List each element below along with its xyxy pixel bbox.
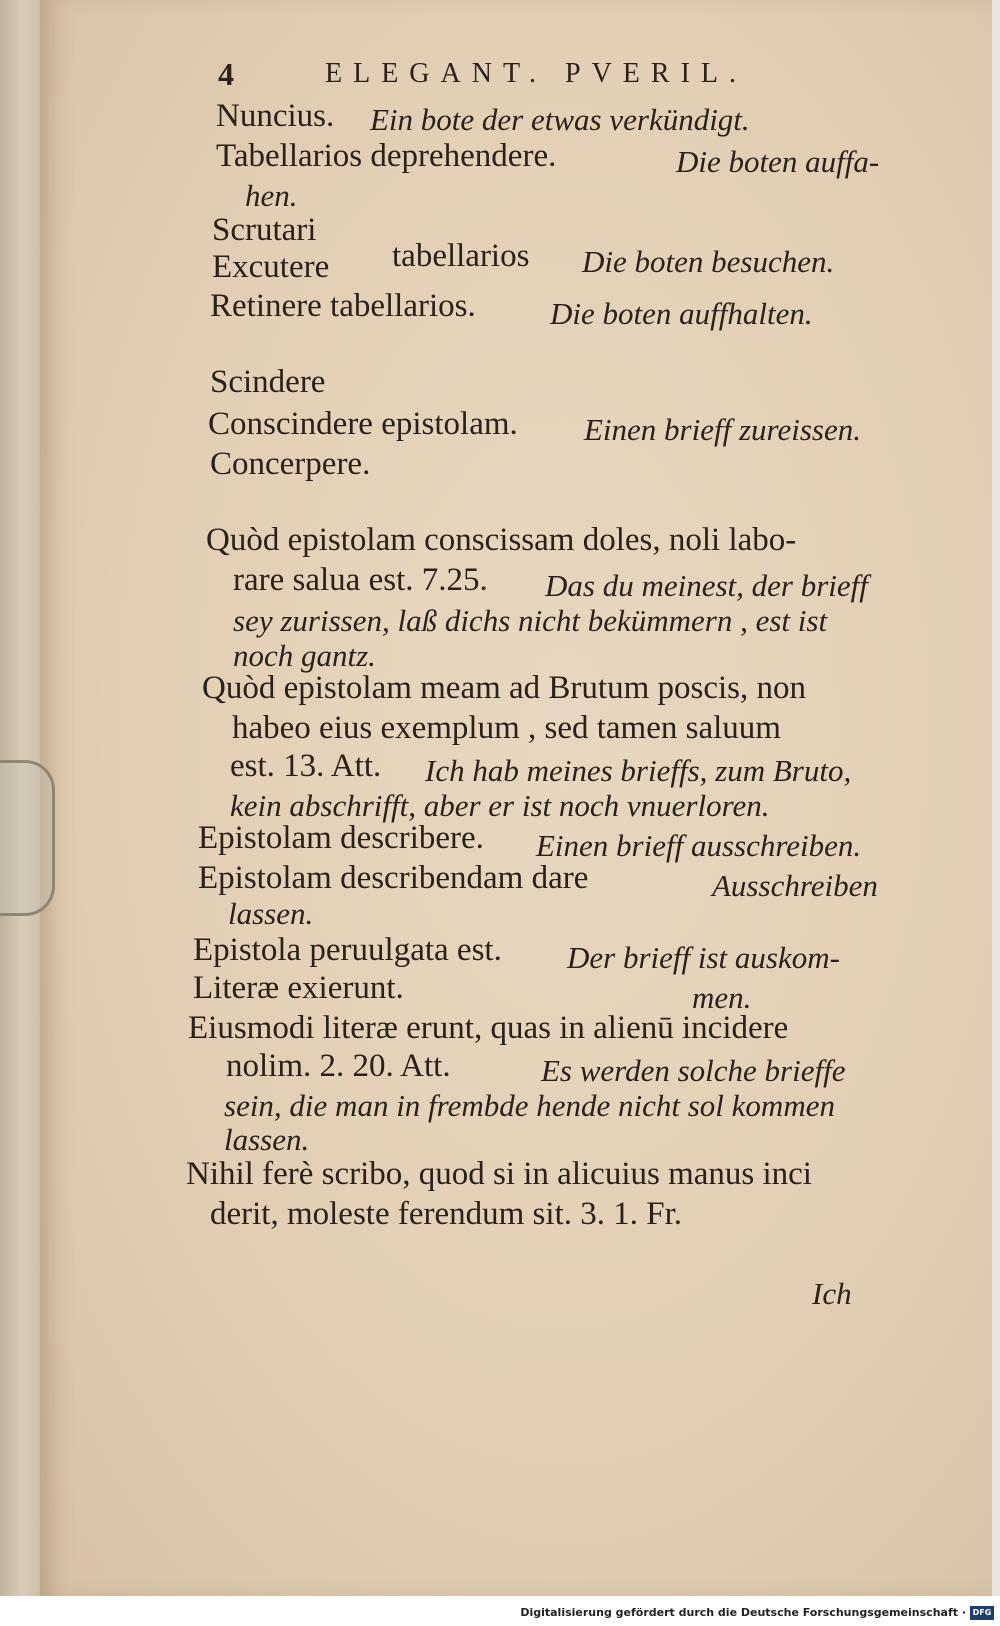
text-line: Conscindere epistolam. bbox=[208, 406, 518, 442]
text-line: Concerpere. bbox=[210, 446, 371, 482]
text-line: Die boten auffhalten. bbox=[550, 296, 813, 331]
text-line: Es werden solche brieffe bbox=[541, 1053, 846, 1088]
text-line: Literæ exierunt. bbox=[193, 970, 404, 1006]
text-line: Ein bote der etwas verkündigt. bbox=[370, 102, 750, 137]
text-line: Einen brieff zureissen. bbox=[584, 412, 861, 447]
footer-bar bbox=[0, 1596, 1000, 1626]
text-line: Ich hab meines brieffs, zum Bruto, bbox=[425, 753, 852, 788]
text-line: sein, die man in frembde hende nicht sol kommen bbox=[224, 1088, 835, 1123]
text-line: Epistolam describendam dare bbox=[198, 860, 589, 896]
text-line: Einen brieff ausschreiben. bbox=[536, 828, 862, 863]
text-line: Nuncius. bbox=[216, 98, 335, 134]
text-line: men. bbox=[692, 980, 752, 1015]
text-line: Das du meinest, der brieff bbox=[545, 568, 868, 603]
text-line: est. 13. Att. bbox=[230, 748, 382, 784]
text-line: sey zurissen, laß dichs nicht bekümmern , est ist bbox=[233, 603, 828, 638]
text-line: derit, moleste ferendum sit. 3. 1. Fr. bbox=[210, 1196, 683, 1232]
text-line: lassen. bbox=[228, 896, 314, 931]
text-line: habeo eius exemplum , sed tamen saluum bbox=[232, 710, 781, 746]
dfg-logo: DFG bbox=[970, 1606, 994, 1620]
running-title: ELEGANT. PVERIL. bbox=[325, 58, 747, 89]
text-line: Tabellarios deprehendere. bbox=[216, 138, 557, 174]
text-line: Excutere bbox=[212, 249, 330, 285]
text-line: Ausschreiben bbox=[712, 868, 878, 903]
text-line: Die boten auffa- bbox=[676, 144, 880, 179]
catchword: Ich bbox=[812, 1276, 852, 1311]
text-line: Epistolam describere. bbox=[198, 820, 484, 856]
text-line: kein abschrifft, aber er ist noch vnuerloren. bbox=[230, 788, 770, 823]
footer-credit: Digitalisierung gefördert durch die Deutsche Forschungsgemeinschaft · bbox=[520, 1606, 966, 1619]
text-line: Quòd epistolam meam ad Brutum poscis, non bbox=[202, 670, 807, 706]
text-line: lassen. bbox=[224, 1122, 310, 1157]
text-line: Scindere bbox=[210, 364, 326, 400]
text-line: hen. bbox=[245, 178, 298, 213]
text-line: tabellarios bbox=[392, 238, 530, 274]
text-line: nolim. 2. 20. Att. bbox=[226, 1048, 451, 1084]
text-line: Epistola peruulgata est. bbox=[193, 932, 502, 968]
text-line: noch gantz. bbox=[233, 638, 376, 673]
text-line: Die boten besuchen. bbox=[582, 244, 835, 279]
text-line: Der brieff ist auskom- bbox=[567, 940, 840, 975]
text-line: Quòd epistolam conscissam doles, noli labo- bbox=[206, 522, 797, 558]
text-line: rare salua est. 7.25. bbox=[233, 562, 488, 598]
page-number: 4 bbox=[218, 56, 234, 92]
text-line: Scrutari bbox=[212, 212, 317, 248]
text-line: Eiusmodi literæ erunt, quas in alienū incidere bbox=[188, 1010, 789, 1046]
text-line: Retinere tabellarios. bbox=[210, 288, 476, 324]
text-line: Nihil ferè scribo, quod si in alicuius manus inci bbox=[186, 1156, 812, 1192]
page-clip bbox=[0, 760, 55, 916]
